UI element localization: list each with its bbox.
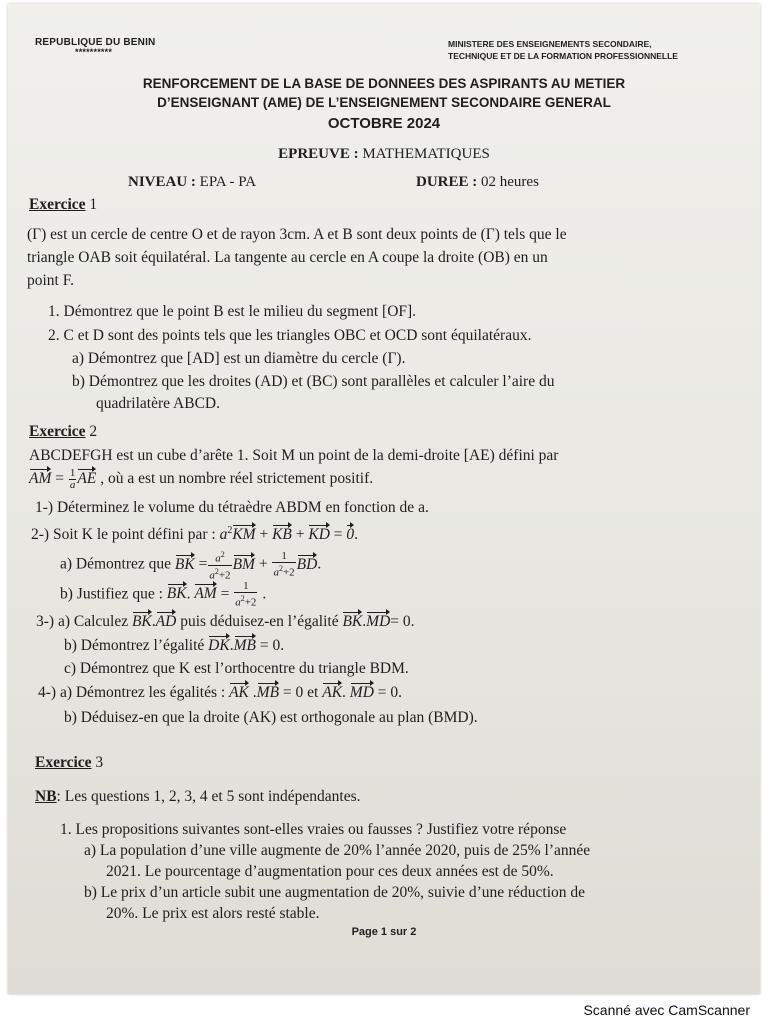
ex3-question-1a-line-1: a) La population d’une ville augmente de 20% l’année 2020, puis de 25% l’année [84, 842, 591, 859]
vector-AM: AM [29, 468, 51, 490]
ex2-question-4a-end: = 0. [377, 684, 403, 701]
ex2-question-3b-end: = 0. [259, 637, 285, 654]
ex2-intro-line-1: ABCDEFGH est un cube d’arête 1. Soit M un point de la demi-droite [AE) défini par [29, 447, 559, 464]
ex1-intro-line-1: (Γ) est un cercle de centre O et de rayon 3cm. A et B sont deux points de (Γ) tels que le [27, 226, 567, 243]
exercise-2-heading [29, 421, 97, 443]
country-header [35, 37, 155, 56]
subject-line [8, 146, 760, 163]
ex2-question-4a-text: 4-) a) Démontrez les égalités : [38, 684, 226, 701]
subject-value: MATHEMATIQUES [362, 146, 490, 162]
exercise-3-number: 3 [95, 754, 104, 771]
ex2-question-3a-text: 3-) a) Calculez [36, 613, 129, 630]
level-line [128, 174, 256, 191]
subject-label: EPREUVE : [278, 146, 359, 162]
exercise-2-number: 2 [89, 423, 98, 440]
ex2-question-2b-text: b) Justifiez que : [60, 585, 163, 603]
exam-title [8, 74, 760, 136]
ex2-question-2-text: 2-) Soit K le point défini par : [31, 526, 216, 544]
exam-paper [8, 4, 760, 994]
fraction-1-over-a2-plus-2: $\frac{1}{a^2+2}$ [273, 550, 295, 579]
ex2-question-4b: b) Déduisez-en que la droite (AK) est orthogonale au plan (BMD). [64, 709, 478, 726]
ex1-question-2b-line-1: b) Démontrez que les droites (AD) et (BC) sont parallèles et calculer l’aire du [72, 373, 555, 390]
level-label: NIVEAU : [128, 174, 196, 190]
ex1-intro-line-3: point F. [27, 272, 74, 289]
ex2-question-1: 1-) Déterminez le volume du tétraèdre ABDM en fonction de a. [35, 499, 429, 516]
vector-AE: AE [77, 468, 96, 490]
ex2-question-2b: b) Justifiez que : BK. AM = $\frac{1}{a^2+2}$ . [60, 580, 267, 609]
ministry-line-2: TECHNIQUE ET DE LA FORMATION PROFESSIONNELLE [448, 51, 678, 61]
ex2-question-3c: c) Démontrez que K est l’orthocentre du triangle BDM. [64, 660, 409, 677]
header-dots: ********** [75, 47, 113, 57]
ex3-question-1a-line-2: 2021. Le pourcentage d’augmentation pour ces deux années est de 50%. [106, 863, 554, 880]
ex3-note [35, 786, 360, 808]
ex2-intro-line-2: AM = $\frac{1}{a}$ AE , où a est un nombre réel strictement positif. [29, 467, 374, 491]
ex2-question-4a: 4-) a) Démontrez les égalités : AK .MB = 0 et AK. MD = 0. [38, 682, 402, 704]
ex3-note-label: NB [35, 788, 57, 805]
fraction-a2-over-a2-plus-2: $\frac{a^2}{a^2+2}$ [209, 550, 231, 582]
ex2-question-3b: b) Démontrez l’égalité DK.MB = 0. [64, 635, 284, 657]
ex2-question-2a: a) Démontrez que BK = $\frac{a^2}{a^2+2}$ BM + $\frac{1}{a^2+2}$ BD. [60, 550, 322, 582]
ex1-intro-line-2: triangle OAB soit équilatéral. La tangente au cercle en A coupe la droite (OB) en un [27, 249, 548, 266]
ex1-question-2b-line-2: quadrilatère ABCD. [96, 395, 220, 412]
ex2-question-3a-middle: puis déduisez-en l’égalité [180, 613, 339, 630]
ex2-question-2a-text: a) Démontrez que [60, 555, 172, 573]
ex1-question-2: 2. C et D sont des points tels que les triangles OBC et OCD sont équilatéraux. [48, 327, 532, 344]
ex1-question-2a: a) Démontrez que [AD] est un diamètre du cercle (Γ). [72, 350, 406, 367]
fraction-one-over-a: $\frac{1}{a}$ [69, 467, 76, 491]
ministry-header [448, 38, 678, 62]
exercise-1-label: Exercice [29, 196, 86, 213]
exercise-2-label: Exercice [29, 423, 86, 440]
exercise-3-heading [35, 752, 103, 774]
ex3-question-1: 1. Les propositions suivantes sont-elles vraies ou fausses ? Justifiez votre réponse [60, 821, 567, 838]
ex2-question-2: 2-) Soit K le point défini par : $a^2KM$ + KB + KD = 0. [31, 520, 358, 546]
duration-label: DUREE : [416, 174, 478, 190]
ex2-question-3a: 3-) a) Calculez BK.AD puis déduisez-en l’égalité BK.MD= 0. [36, 611, 415, 633]
country-name: REPUBLIQUE DU BENIN [35, 37, 156, 48]
exercise-3-label: Exercice [35, 754, 92, 771]
duration-value: 02 heures [481, 174, 539, 190]
ex3-question-1b-line-1: b) Le prix d’un article subit une augmentation de 20%, suivie d’une réduction de [84, 884, 586, 901]
ministry-line-1: MINISTERE DES ENSEIGNEMENTS SECONDAIRE, [448, 39, 652, 49]
ex1-question-1: 1. Démontrez que le point B est le milieu du segment [OF]. [48, 303, 417, 320]
ex3-note-text: : Les questions 1, 2, 3, 4 et 5 sont indépendantes. [56, 788, 361, 805]
ex2-question-3a-end: = 0. [390, 613, 415, 630]
ex3-question-1b-line-2: 20%. Le prix est alors resté stable. [106, 905, 320, 922]
title-line-1: RENFORCEMENT DE LA BASE DE DONNEES DES ASPIRANTS AU METIER [142, 76, 626, 91]
title-line-2: D’ENSEIGNANT (AME) DE L’ENSEIGNEMENT SECONDAIRE GENERAL [157, 95, 611, 110]
ex2-question-3b-text: b) Démontrez l’égalité [64, 637, 205, 654]
exercise-1-number: 1 [89, 196, 98, 213]
duration-line [416, 174, 539, 191]
ex2-question-4a-middle: = 0 et [282, 684, 319, 701]
page-number: Page 1 sur 2 [351, 926, 417, 938]
scanner-watermark: Scanné avec CamScanner [583, 1002, 750, 1018]
exam-date: OCTOBRE 2024 [327, 115, 441, 132]
level-value: EPA - PA [199, 174, 257, 190]
ex2-intro-line-2-text: , où a est un nombre réel strictement positif. [100, 470, 374, 488]
exercise-1-heading [29, 194, 97, 216]
